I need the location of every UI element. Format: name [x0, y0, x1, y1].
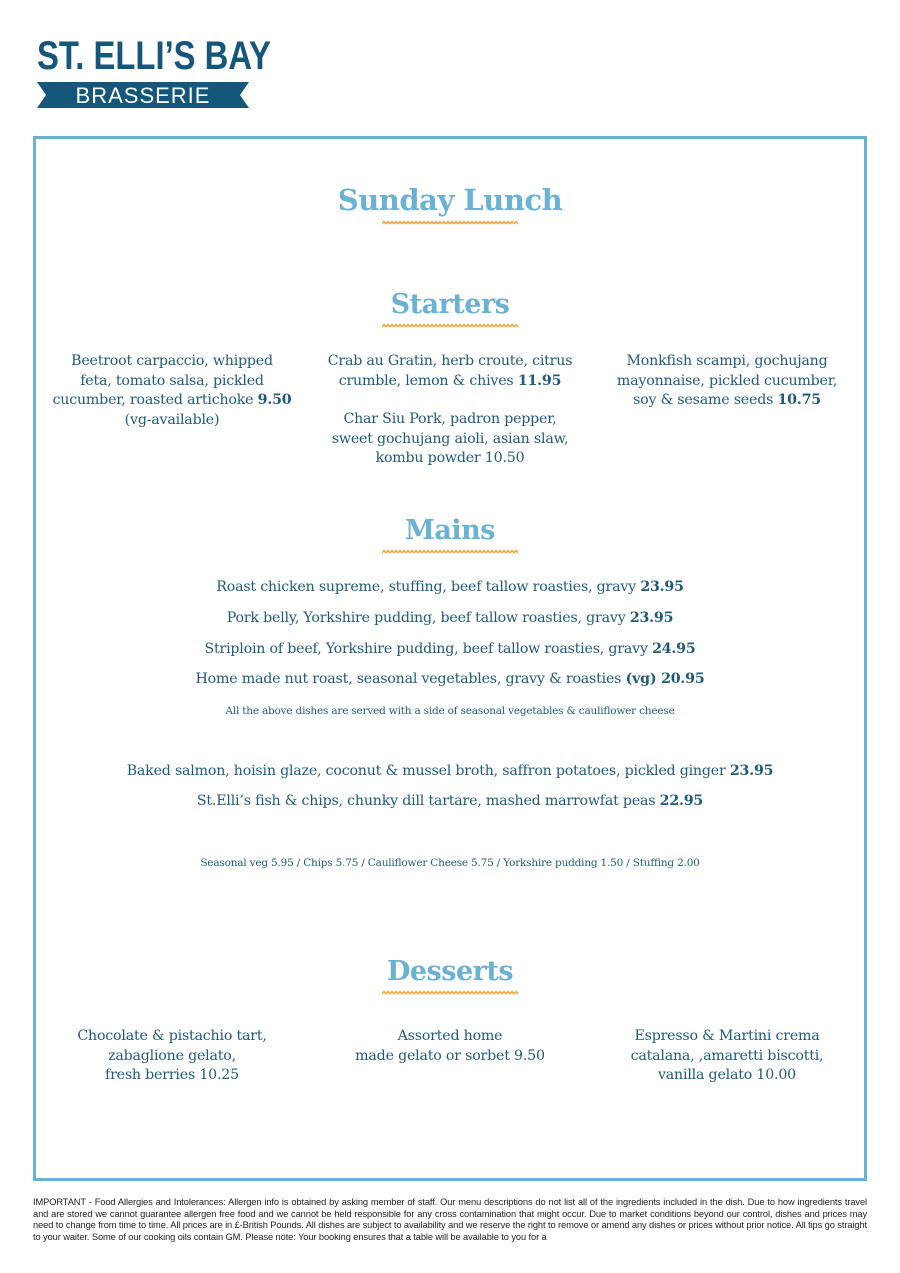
logo-subtitle: BRASSERIE — [75, 83, 211, 108]
starter-item — [310, 410, 590, 469]
item-line: Assorted home — [397, 1028, 503, 1044]
sides-list: Seasonal veg 5.95 / Chips 5.75 / Cauliflower Cheese 5.75 / Yorkshire pudding 1.50 / Stuffing 2.00 — [200, 857, 700, 869]
item-line: Crab au Gratin, herb croute, citrus — [327, 353, 573, 369]
item-line: feta, tomato salsa, pickled — [80, 372, 264, 389]
roast-note: All the above dishes are served with a side of seasonal vegetables & cauliflower cheese — [225, 705, 675, 717]
item-price: 11.95 — [517, 372, 562, 389]
item-price: 23.95 — [629, 610, 674, 626]
item-line: crumble, lemon & chives — [338, 372, 514, 389]
logo-banner — [37, 82, 249, 108]
item-line: cucumber, roasted artichoke — [52, 392, 254, 408]
brand-logo — [37, 34, 271, 108]
item-line: vanilla gelato 10.00 — [657, 1067, 797, 1083]
main-item — [0, 577, 900, 597]
squiggle-divider-icon — [382, 549, 518, 555]
item-text: Striploin of beef, Yorkshire pudding, beef tallow roasties, gravy — [204, 641, 648, 657]
item-text: Home made nut roast, seasonal vegetables, gravy & roasties — [195, 671, 622, 687]
item-price: 9.50 — [257, 392, 292, 408]
item-text: Baked salmon, hoisin glaze, coconut & mussel broth, saffron potatoes, pickled ginger — [126, 763, 726, 779]
main-item — [0, 761, 900, 781]
item-price: 23.95 — [640, 579, 684, 595]
item-price: 24.95 — [652, 641, 696, 657]
item-line: Monkfish scampi, gochujang — [626, 353, 828, 369]
item-line: zabaglione gelato, — [108, 1047, 236, 1064]
squiggle-divider-icon — [382, 990, 518, 996]
item-line: Char Siu Pork, padron pepper, — [343, 411, 557, 427]
item-line: mayonnaise, pickled cucumber, — [616, 372, 838, 389]
item-text: Roast chicken supreme, stuffing, beef tallow roasties, gravy — [216, 579, 636, 595]
main-item — [0, 639, 900, 659]
item-price: 23.95 — [729, 763, 774, 779]
main-item — [0, 669, 900, 689]
dessert-item — [310, 1027, 590, 1066]
dessert-item — [42, 1027, 302, 1086]
item-text: Pork belly, Yorkshire pudding, beef tallow roasties, gravy — [226, 610, 626, 626]
squiggle-divider-icon — [382, 220, 518, 226]
starter-item — [310, 352, 590, 391]
main-item — [0, 608, 900, 628]
item-line: kombu powder 10.50 — [375, 450, 525, 466]
item-line: fresh berries 10.25 — [105, 1067, 239, 1083]
menu-title: Sunday Lunch — [337, 183, 563, 217]
item-line: Espresso & Martini crema — [634, 1028, 820, 1044]
item-price: 10.75 — [777, 392, 821, 408]
item-text: St.Elli’s fish & chips, chunky dill tartare, mashed marrowfat peas — [196, 793, 656, 809]
item-price: (vg) 20.95 — [625, 671, 705, 687]
item-line: soy & sesame seeds — [633, 392, 774, 408]
logo-title: ST. ELLI’S BAY — [37, 34, 271, 78]
squiggle-divider-icon — [382, 323, 518, 329]
starter-item — [597, 352, 857, 411]
mains-heading: Mains — [405, 515, 495, 546]
item-price: 22.95 — [659, 793, 704, 809]
starters-heading: Starters — [390, 289, 510, 320]
dessert-item — [597, 1027, 857, 1086]
desserts-heading: Desserts — [386, 956, 514, 987]
item-line: catalana, ,amaretti biscotti, — [630, 1047, 824, 1064]
main-item — [0, 791, 900, 811]
item-line: Chocolate & pistachio tart, — [77, 1028, 267, 1044]
item-line: Beetroot carpaccio, whipped — [71, 353, 273, 369]
allergen-disclaimer: IMPORTANT - Food Allergies and Intolerances: Allergen info is obtained by asking member of staff. Our menu descriptions do not list all of the ingredients included in the dish. Due to how ingredients travel and are stored we cannot guarantee allergen free food and we cannot be held responsible for any cross contamination that might occur. Due to market conditions beyond our control, dishes and prices may need to change from time to time. All prices are in £-British Pounds. All dishes are subject to availability and we reserve the right to remove or amend any dishes or prices without prior notice. All tips go straight to your waiter. Some of our cooking oils contain GM. Please note: Your booking ensures that a table will be available to you for a — [33, 1197, 867, 1242]
starter-item — [42, 352, 302, 430]
item-note: (vg-available) — [124, 411, 220, 428]
item-line: made gelato or sorbet 9.50 — [355, 1047, 545, 1064]
item-line: sweet gochujang aioli, asian slaw, — [331, 430, 569, 447]
